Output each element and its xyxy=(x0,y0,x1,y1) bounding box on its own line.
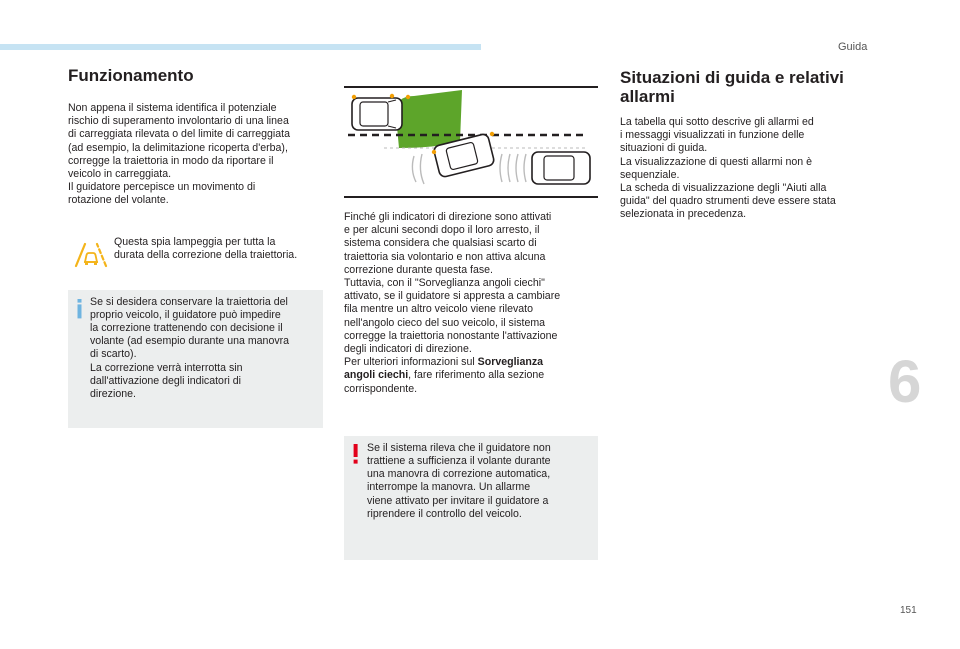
lane-departure-warning-icon xyxy=(74,240,108,273)
chapter-number: 6 xyxy=(888,348,922,415)
section-title: Guida xyxy=(838,41,868,53)
page-number: 151 xyxy=(900,605,917,616)
info-box xyxy=(68,290,323,428)
section-heading-situazioni: Situazioni di guida e relativi allarmi xyxy=(620,68,844,106)
indicators-paragraph xyxy=(344,211,598,396)
section-heading-funzionamento: Funzionamento xyxy=(68,66,194,85)
warning-box xyxy=(344,436,598,560)
warning-light-text: Questa spia lampeggia per tutta la durata della correzione della traiettoria. xyxy=(114,235,298,261)
blind-spot-term: Sorveglianza angoli ciechi xyxy=(344,356,544,382)
operation-paragraph: Non appena il sistema identifica il potenziale rischio di superamento involontario di una linea di carreggiata rilevata o del limite di carreggiata (ad esempio, la delimitazione ricoperta d'erba), corregge la traiettoria in modo da riportare il veicolo in carreggiata. Il guidatore percepisce un movimento di rotazione del volante. xyxy=(68,102,290,207)
indicators-paragraph-text: Finché gli indicatori di direzione sono attivati e per alcuni secondi dopo il loro arresto, il sistema considera che qualsiasi scarto di traiettoria sia volontario e non attiva alcuna correzione durante questa fase. Tuttavia, con il "Sorveglianza angoli ciechi" attivato, se il guidatore si appresta a cambiare fila mentre un altro veicolo viene rilevato nell'angolo cieco del suo veicolo, il sistema corregge la traiettoria nonostante l'attivazione degli indicatori di direzione. Per ulteriori informazioni sul xyxy=(344,211,561,369)
situations-paragraph: La tabella qui sotto descrive gli allarmi ed i messaggi visualizzati in funzione delle situazioni di guida. La visualizzazione di questi allarmi non è sequenziale. La scheda di visualizzazione degli "Aiuti alla guida" del quadro strumenti deve essere stata selezionata in precedenza. xyxy=(620,116,836,221)
indicators-paragraph-end: , fare riferimento alla sezione corrispondente. xyxy=(344,369,545,395)
right-column xyxy=(620,68,882,222)
warning-light-note xyxy=(68,236,324,276)
exclamation-mark-icon xyxy=(352,444,360,469)
info-mark-icon xyxy=(76,299,84,324)
grass-verge xyxy=(396,90,462,148)
info-box-text: Se si desidera conservare la traiettoria del proprio veicolo, il guidatore può impedire la correzione trattenendo con decisione il volante (ad esempio durante una manovra di scarto). La correzione verrà interrotta sin dall'attivazione degli indicatori di direzione. xyxy=(90,295,290,401)
car-straight-icon xyxy=(532,152,590,184)
header-accent-bar xyxy=(0,44,481,50)
middle-column xyxy=(344,86,598,560)
left-column xyxy=(68,66,324,428)
car-departing-icon xyxy=(352,94,410,130)
warning-box-text: Se il sistema rileva che il guidatore non trattiene a sufficienza il volante durante una manovra di correzione automatica, interrompe la manovra. Un allarme viene attivato per invitare il guidatore a riprendere il controllo del veicolo. xyxy=(367,441,551,520)
lane-correction-illustration xyxy=(344,86,598,198)
